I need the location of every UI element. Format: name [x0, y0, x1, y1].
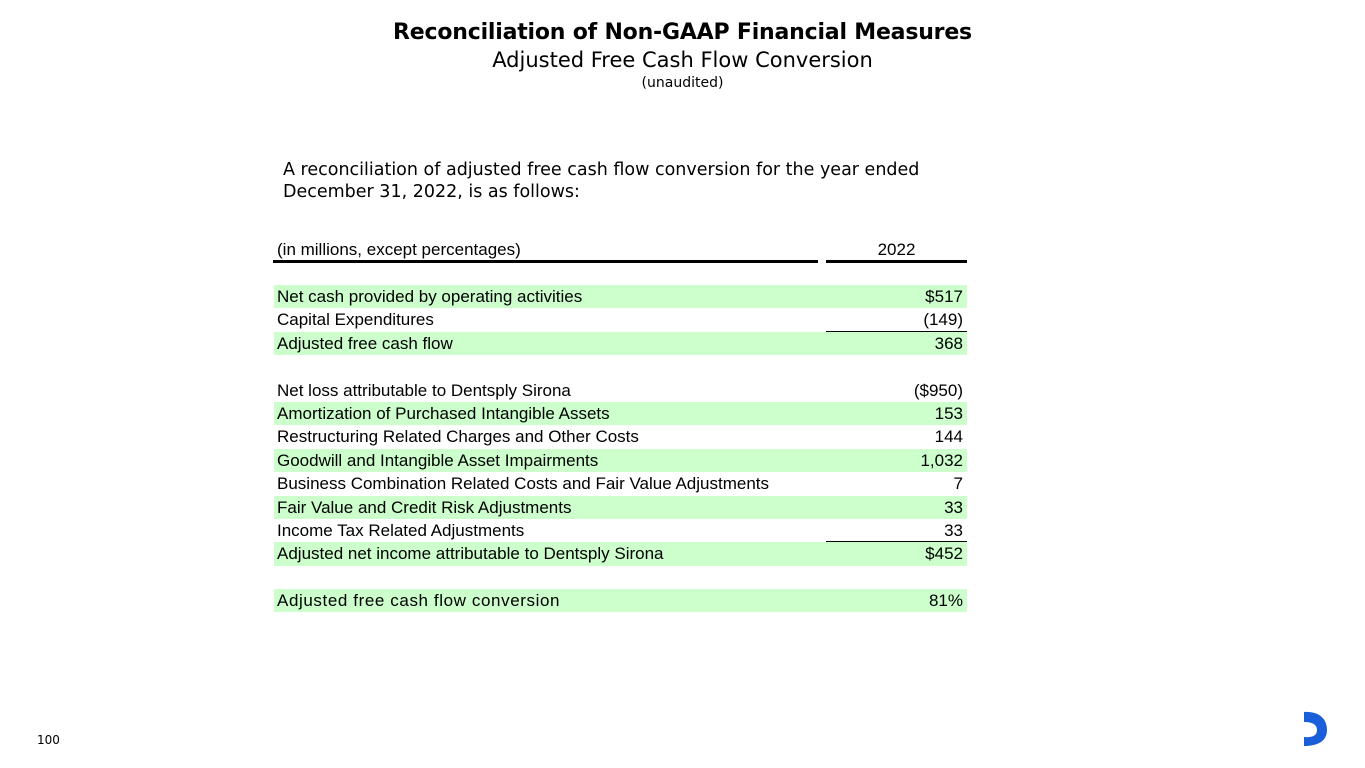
- row-value: $452: [925, 544, 963, 564]
- page-number: 100: [37, 733, 60, 747]
- table-row: [274, 496, 967, 519]
- row-value: (149): [923, 310, 963, 330]
- row-value: 153: [934, 403, 963, 423]
- row-label: Adjusted net income attributable to Dentsply Sirona: [277, 544, 664, 564]
- row-value: ($950): [913, 380, 963, 400]
- row-label: Adjusted free cash flow conversion: [277, 591, 561, 611]
- logo-shape: [1304, 712, 1327, 746]
- row-value: 81%: [928, 591, 963, 611]
- spacer: [273, 263, 967, 285]
- table-row: [274, 472, 967, 495]
- row-label: Goodwill and Intangible Asset Impairments: [277, 450, 599, 470]
- row-label: Business Combination Related Costs and Fair Value Adjustments: [277, 474, 769, 494]
- spacer: [273, 355, 967, 378]
- row-value: 33: [944, 497, 963, 517]
- intro-text: A reconciliation of adjusted free cash flow conversion for the year ended December 31, 2022, is as follows:: [283, 160, 920, 202]
- row-label: Net loss attributable to Dentsply Sirona: [277, 380, 571, 400]
- dentsply-logo-icon: [1300, 710, 1330, 748]
- row-label: Capital Expenditures: [277, 310, 434, 330]
- table-row: [274, 542, 967, 565]
- row-label: Net cash provided by operating activities: [277, 287, 583, 306]
- header-year: 2022: [877, 240, 916, 259]
- table-row: [274, 308, 967, 331]
- table-row: [274, 425, 967, 448]
- table-row: [274, 285, 967, 308]
- row-value: 33: [944, 520, 963, 540]
- table-row: [274, 589, 967, 612]
- row-label: Adjusted free cash flow: [277, 333, 453, 353]
- row-label: Income Tax Related Adjustments: [277, 520, 525, 540]
- table-row: [274, 519, 967, 542]
- spacer: [273, 566, 967, 589]
- row-value: $517: [925, 287, 963, 306]
- table-row: [274, 449, 967, 472]
- row-value: 368: [934, 333, 963, 353]
- row-value: 144: [934, 427, 963, 447]
- header-units-label: (in millions, except percentages): [277, 240, 521, 259]
- table-row: [274, 332, 967, 355]
- page-subtitle: Adjusted Free Cash Flow Conversion: [492, 48, 873, 72]
- table-header: [273, 237, 967, 263]
- row-value: 7: [953, 474, 963, 494]
- header-rule-left: [273, 260, 818, 263]
- row-label: Amortization of Purchased Intangible Assets: [277, 403, 610, 423]
- header-rule-right: [826, 260, 967, 263]
- row-label: Fair Value and Credit Risk Adjustments: [277, 497, 572, 517]
- table-row: [274, 402, 967, 425]
- page-title: Reconciliation of Non-GAAP Financial Measures: [393, 20, 972, 45]
- title-block: [0, 18, 1365, 93]
- row-value: 1,032: [920, 450, 963, 470]
- table-row: [274, 379, 967, 402]
- reconciliation-table: [273, 237, 967, 612]
- row-label: Restructuring Related Charges and Other Costs: [277, 427, 639, 447]
- unaudited-note: (unaudited): [641, 75, 724, 91]
